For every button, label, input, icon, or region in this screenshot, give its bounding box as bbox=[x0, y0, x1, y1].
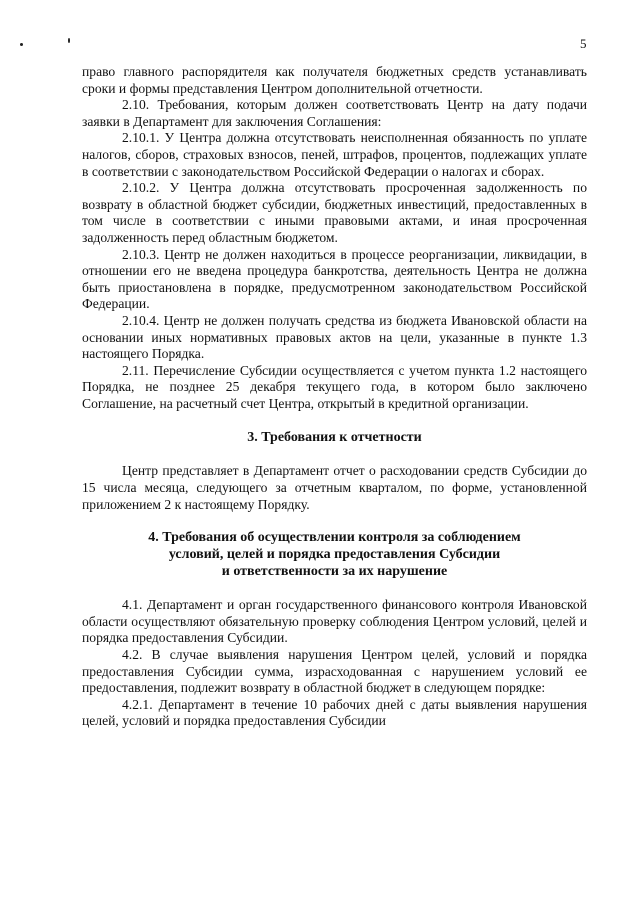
section-4-heading-line-3: и ответственности за их нарушение bbox=[221, 564, 448, 580]
paragraph-4-2: 4.2. В случае выявления нарушения Центром целей, условий и порядка предоставления Субсидии сумма, израсходованная с нарушением условий ее предоставления, подлежит возврату в областной бюджет в следующем порядке: bbox=[82, 647, 587, 696]
paragraph-2-11: 2.11. Перечисление Субсидии осуществляется с учетом пункта 1.2 настоящего Порядка, не позднее 25 декабря текущего года, в котором было заключено Соглашение, на расчетный счет Центра, открытый в кредитной организации. bbox=[82, 362, 587, 411]
section-4-heading-line-2: условий, целей и порядка предоставления Субсидии bbox=[168, 547, 501, 563]
section-3-paragraph: Центр представляет в Департамент отчет о расходовании средств Субсидии до 15 числа месяца, следующего за отчетным кварталом, по форме, установленной приложением 2 к настоящему Порядку. bbox=[82, 463, 587, 512]
paragraph-4-1: 4.1. Департамент и орган государственного финансового контроля Ивановской области осуществляют обязательную проверку соблюдения Центром условий, целей и порядка предоставления Субсидии. bbox=[82, 597, 587, 646]
page-number: 5 bbox=[580, 36, 587, 51]
section-3-heading: 3. Требования к отчетности bbox=[247, 430, 422, 446]
section-4-heading-line-1: 4. Требования об осуществлении контроля за соблюдением bbox=[148, 530, 521, 546]
paragraph-2-10-2: 2.10.2. У Центра должна отсутствовать просроченная задолженность по возврату в областной бюджет субсидии, бюджетных инвестиций, предоставленных в том числе в соответствии с иными правовыми актами, и иная просроченная задолженность перед областным бюджетом. bbox=[82, 180, 587, 245]
scan-tick-mark bbox=[68, 38, 70, 43]
paragraph-2-10-1: 2.10.1. У Центра должна отсутствовать неисполненная обязанность по уплате налогов, сборов, страховых взносов, пеней, штрафов, процентов, подлежащих уплате в соответствии с законодательством Российской Федерации о налогах и сборах. bbox=[82, 130, 587, 179]
scan-dot-mark bbox=[20, 43, 23, 46]
paragraph-continuation: право главного распорядителя как получателя бюджетных средств устанавливать сроки и формы представления Центром дополнительной отчетности. bbox=[82, 64, 587, 96]
document-body bbox=[82, 64, 587, 730]
paragraph-2-10-4: 2.10.4. Центр не должен получать средства из бюджета Ивановской области на основании иных нормативных правовых актов на цели, указанные в пункте 1.3 настоящего Порядка. bbox=[82, 312, 587, 362]
paragraph-2-10: 2.10. Требования, которым должен соответствовать Центр на дату подачи заявки в Департамент для заключения Соглашения: bbox=[82, 97, 587, 129]
paragraph-4-2-1: 4.2.1. Департамент в течение 10 рабочих дней с даты выявления нарушения целей, условий и порядка предоставления Субсидии bbox=[82, 696, 587, 729]
paragraph-2-10-3: 2.10.3. Центр не должен находиться в процессе реорганизации, ликвидации, в отношении его не введена процедура банкротства, деятельность Центра не должна быть приостановлена в порядке, предусмотренном законодательством Российской Федерации. bbox=[82, 246, 587, 312]
